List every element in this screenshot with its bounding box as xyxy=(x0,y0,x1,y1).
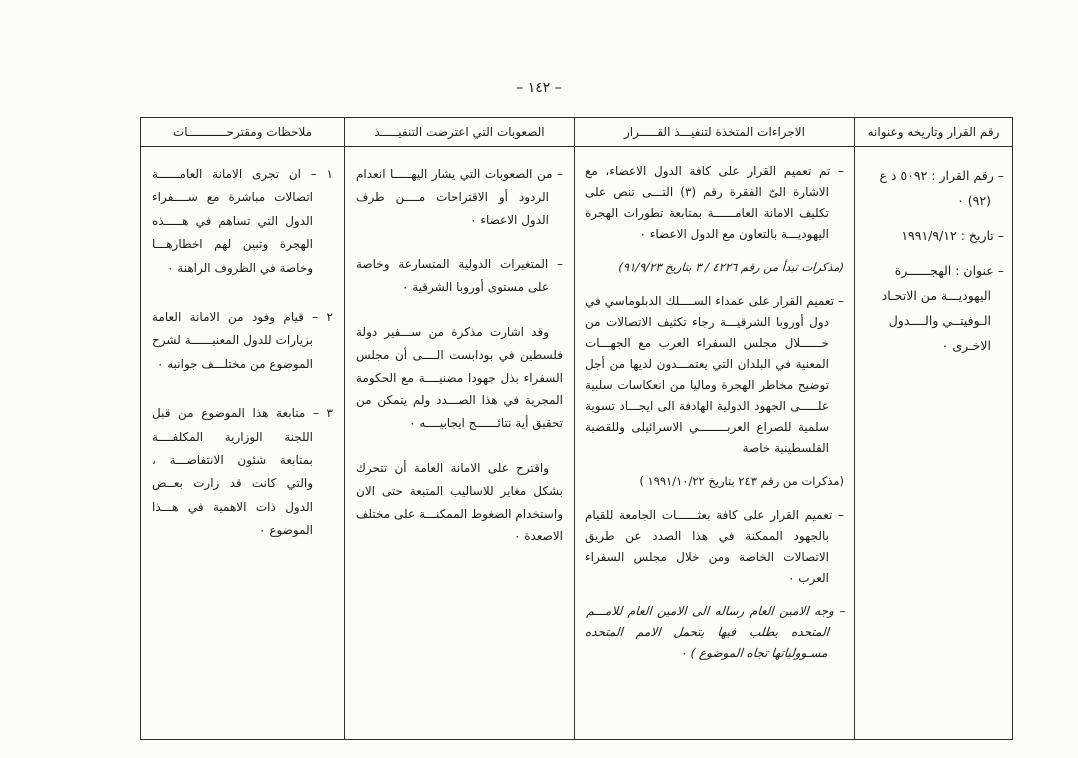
actions-paragraph: – تعميم القرار على عمداء الســــلك الدبلوماسي في دول أوروبا الشرقيـــة رجاء تكثيف الاتصالات من خــــــلال مجلس السفراء العرب مع الجهـــات المعنية في البلدان التي يعتمـــدون لديها من أجل توضيح مخاطر الهجرة وماليا من انعكاسات سلبية علـــــى الجهود الدولية الهادفة الى ايجـــاد تسوية سلمية للصراع العربــــــــي الاسرائيلى وللقضية الفلسطينية خاصة xyxy=(585,294,844,456)
difficulties-paragraph: – من الصعوبات التي يشار اليهـــــا انعدام الردود أو الاقتراحات مــــن طرف الدول الاعضاء ٠ xyxy=(356,167,563,227)
notes-cell xyxy=(141,147,344,739)
notes-paragraph: ٣ – متابعة هذا الموضوع من قبل اللجنة الوزارية المكلفــــة بمتابعة شئون الانتفاضـــة ، والتي كانت قد زارت بعــض الدول ذات الاهمية في هـــذا الموضوع ٠ xyxy=(152,406,333,538)
actions-memo-note: (مذكرات من رقم ٢٤٣ بتاريخ ١٩٩١/١٠/٢٢ ) xyxy=(639,474,844,489)
column-header-actions: الاجراءات المتخذة لتنفيـــذ القـــــرار xyxy=(575,118,854,147)
decision-item: – عنوان : الهجــــــرة اليهوديـــة من الاتحـاد الـوفيتــي والــــدول الاخـرى ٠ xyxy=(881,263,1004,353)
notes-paragraph: ٢ – قيام وفود من الامانة العامة بزيارات للدول المعنيــــــة لشرح الموضوع من مختلـــف جوانبه ٠ xyxy=(152,309,333,371)
difficulties-cell xyxy=(345,147,574,739)
column-difficulties xyxy=(344,118,574,739)
column-header-difficulties: الصعوبات التي اعترضت التنفيـــــذ xyxy=(345,118,574,147)
notes-paragraph: ١ – ان تجرى الامانة العامــــــة اتصالات مباشرة مع ســــفراء الدول التي تساهم في هـــــذه الهجرة وتبين لهم اخطارهـــا وخاصة في الظروف الراهنة ٠ xyxy=(152,167,333,275)
difficulties-paragraph: وقد اشارت مذكرة من ســـفير دولة فلسطين في بودابست الــــى أن مجلس السفراء بذل جهودا مضنيــــة مع الحكومة المجرية في هذا الصـــدد ولم يتمكن من تحقيق أية نتائــــــج ايجابيــــه ٠ xyxy=(356,324,563,431)
page-number: – ١٤٢ – xyxy=(516,80,562,96)
difficulties-paragraph: – المتغيرات الدولية المتسارعة وخاصة على مستوى أوروبا الشرقية ٠ xyxy=(356,257,563,295)
decision-item: – رقم القرار : ٥٠٩٢ د ع (٩٢) ٠ xyxy=(879,168,1004,208)
column-decision xyxy=(854,118,1012,739)
decision-cell xyxy=(855,147,1012,739)
actions-memo-note: (مذكرات تبدأ من رقم ٤٢٢٦ / ٣ بتاريخ ٩١/٩/٢٣) xyxy=(617,260,845,274)
actions-cell xyxy=(575,147,854,739)
column-header-notes: ملاحظات ومقترحـــــــــــات xyxy=(141,118,344,147)
actions-paragraph: – تعميم القرار على كافة بعثــــــات الجامعة للقيام بالجهود الممكنة في هذا الصدد عن طريق الاتصالات الخاصة ومن خلال مجلس السفراء العرب ٠ xyxy=(585,508,844,586)
actions-paragraph: – تم تعميم القرار على كافة الدول الاعضاء، مع الاشارة الىّ الفقرة رقم (٣) التـــى تنص على تكليف الامانة العامــــــة بمتابعة تطورات الهجرة اليهوديـــة بالتعاون مع الدول الاعضاء ٠ xyxy=(585,164,844,241)
actions-paragraph: – وجه الامين العام رساله الى الامين العام للامـــم المتحده يطلب فيها يتحمل الامم المتحده مسـوولياتها تجاه الموضوع ) ٠ xyxy=(584,604,846,661)
decision-item: – تاريخ : ١٩٩١/٩/١٢ xyxy=(901,228,1004,243)
difficulties-paragraph: واقترح على الامانة العامة أن تتحرك بشكل مغاير للاساليب المتبعة حتى الان واستخدام الضغوط الممكنـــة على مختلف الاصعدة ٠ xyxy=(356,460,563,544)
column-actions xyxy=(574,118,854,739)
column-header-decision: رقم القرار وتاريخه وعنوانه xyxy=(855,118,1012,147)
report-table xyxy=(140,117,1013,740)
column-notes xyxy=(141,118,344,739)
